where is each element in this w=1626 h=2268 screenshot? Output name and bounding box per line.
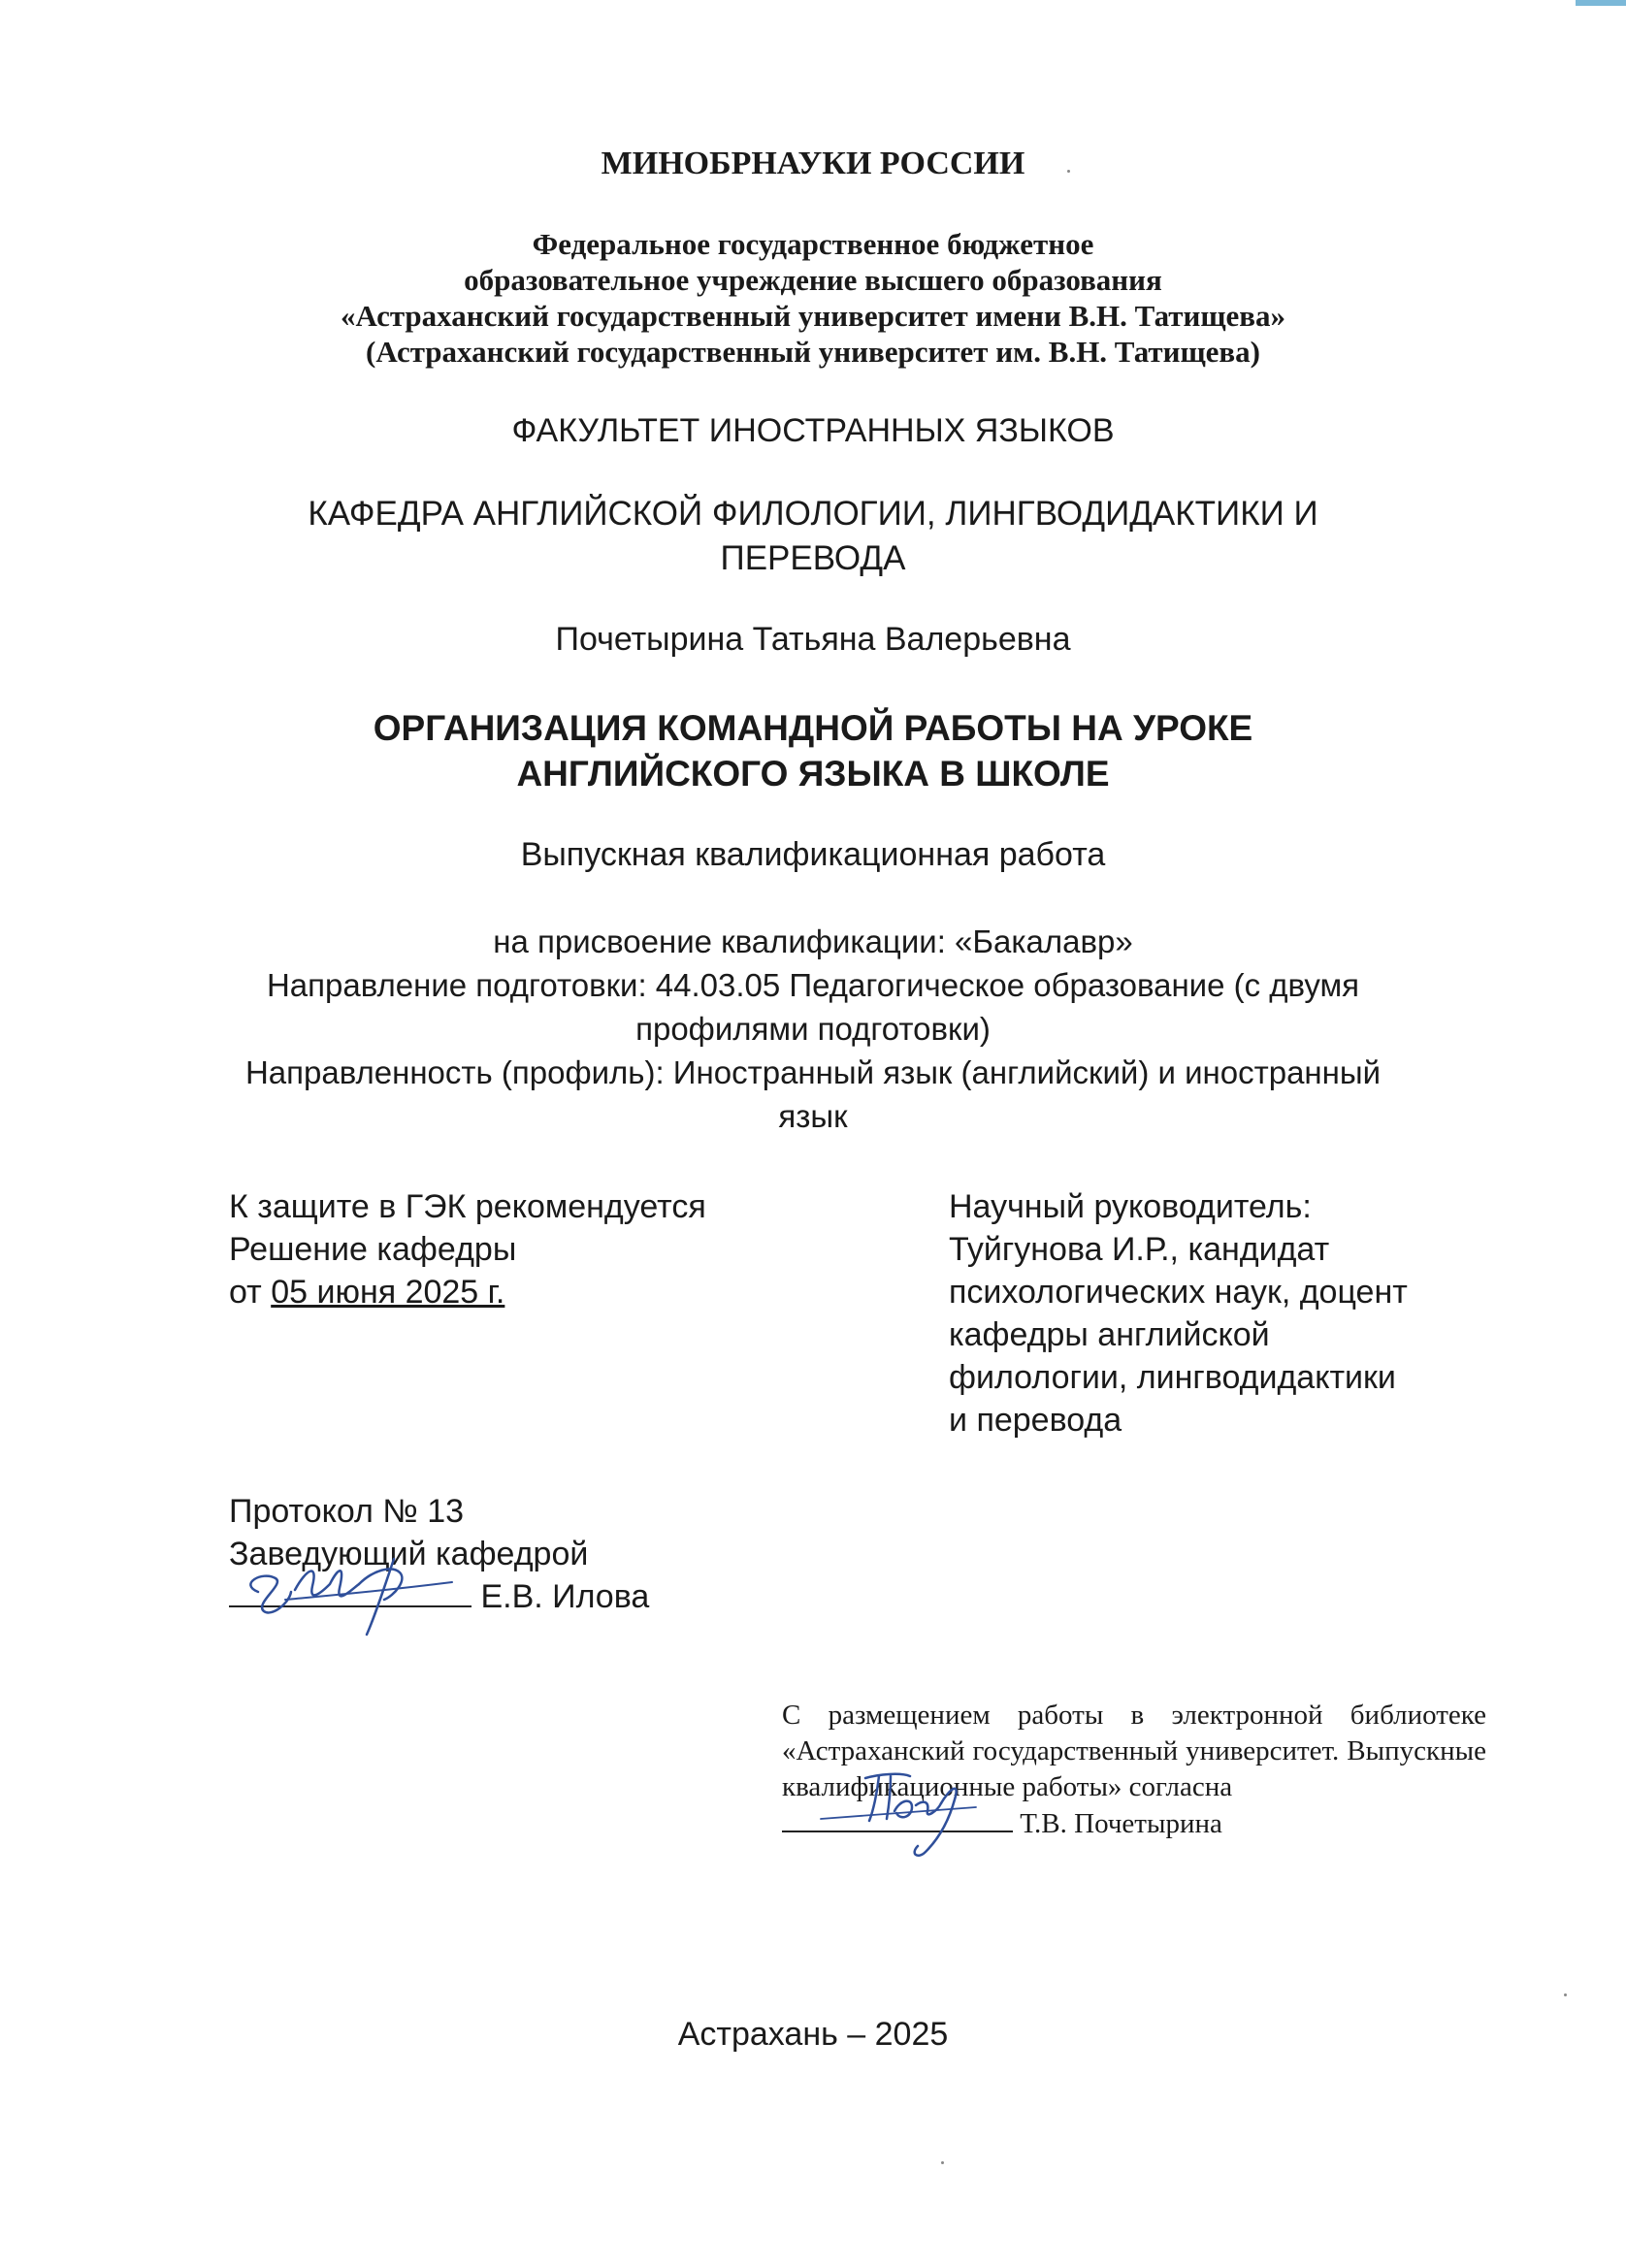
defense-date-prefix: от	[229, 1274, 272, 1311]
supervisor-line: Научный руководитель:	[949, 1188, 1312, 1225]
supervisor-line: Туйгунова И.Р., кандидат	[949, 1231, 1330, 1268]
ministry-name: МИНОБРНАУКИ РОССИИ	[601, 146, 1025, 181]
consent-author-name: Т.В. Почетырина	[1020, 1808, 1222, 1839]
organization-line: Федеральное государственное бюджетное	[532, 227, 1094, 261]
organization-line: (Астраханский государственный университет им. В.Н. Татищева)	[366, 335, 1260, 369]
supervisor-line: филологии, лингводидактики	[949, 1359, 1396, 1396]
faculty-name: ФАКУЛЬТЕТ ИНОСТРАННЫХ ЯЗЫКОВ	[511, 412, 1115, 449]
organization-line: «Астраханский государственный университет имени В.Н. Татищева»	[340, 299, 1286, 333]
protocol-number: Протокол № 13	[229, 1493, 465, 1530]
organization-line: образовательное учреждение высшего образования	[464, 263, 1162, 297]
department-line: КАФЕДРА АНГЛИЙСКОЙ ФИЛОЛОГИИ, ЛИНГВОДИДАКТИКИ И	[308, 495, 1318, 533]
head-of-department-title: Заведующий кафедрой	[229, 1536, 589, 1572]
defense-date-line	[229, 1271, 706, 1313]
supervisor-block	[949, 1185, 1408, 1442]
signature-blank	[229, 1576, 472, 1607]
detail-line: на присвоение квалификации: «Бакалавр»	[493, 923, 1133, 959]
department-line: ПЕРЕВОДА	[720, 539, 906, 577]
work-type: Выпускная квалификационная работа	[520, 836, 1106, 873]
detail-line: Направленность (профиль): Иностранный язык (английский) и иностранный	[244, 1054, 1382, 1090]
defense-line: Решение кафедры	[229, 1231, 517, 1268]
signature-blank	[782, 1805, 1013, 1832]
title-line: ОРГАНИЗАЦИЯ КОМАНДНОЙ РАБОТЫ НА УРОКЕ	[373, 708, 1253, 748]
head-signature-line	[229, 1575, 649, 1618]
detail-line: язык	[778, 1098, 848, 1134]
consent-signature-line	[782, 1805, 1486, 1842]
consent-text: С размещением работы в электронной библиотеке «Астраханский государственный университет. Выпускные квалификационные работы» согласна	[782, 1700, 1486, 1802]
department-name	[0, 492, 1626, 581]
organization-name	[0, 226, 1626, 370]
supervisor-line: кафедры английской	[949, 1316, 1270, 1353]
head-name: Е.В. Илова	[480, 1578, 650, 1615]
library-consent	[782, 1698, 1486, 1842]
author-signature-image	[782, 1761, 1013, 1848]
supervisor-line: и перевода	[949, 1402, 1122, 1439]
scan-edge-mark	[1576, 0, 1626, 6]
defense-recommendation	[229, 1185, 706, 1313]
qualification-details	[0, 920, 1626, 1138]
title-line: АНГЛИЙСКОГО ЯЗЫКА В ШКОЛЕ	[516, 754, 1110, 794]
scan-speck	[1564, 1993, 1567, 1996]
thesis-title	[0, 705, 1626, 796]
detail-line: Направление подготовки: 44.03.05 Педагогическое образование (с двумя	[266, 967, 1360, 1003]
defense-line: К защите в ГЭК рекомендуется	[229, 1188, 706, 1225]
scan-speck	[941, 2161, 944, 2164]
supervisor-line: психологических наук, доцент	[949, 1274, 1408, 1311]
protocol-block	[229, 1490, 649, 1618]
head-signature-image	[229, 1549, 472, 1627]
defense-date: 05 июня 2025 г.	[271, 1274, 505, 1311]
detail-line: профилями подготовки)	[635, 1011, 991, 1047]
city-year: Астрахань – 2025	[677, 2016, 949, 2053]
author-name: Почетырина Татьяна Валерьевна	[555, 621, 1071, 658]
